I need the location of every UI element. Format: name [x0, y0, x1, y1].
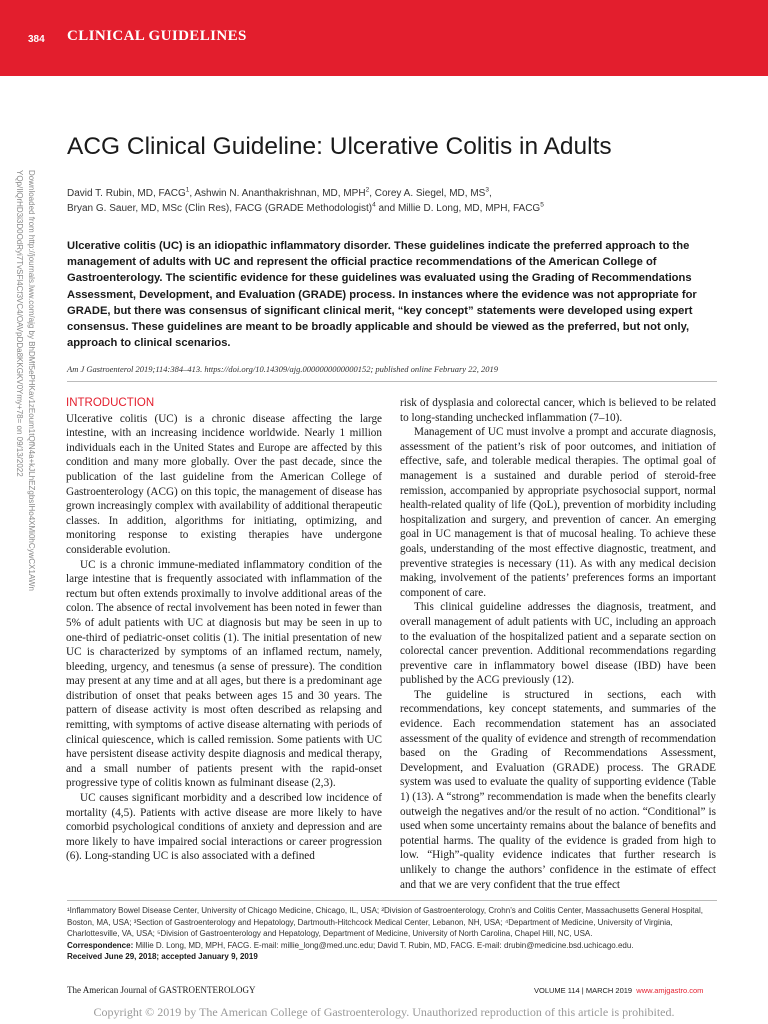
paragraph: UC causes significant morbidity and a described low incidence of mortality (4,5). Patients with active disease are more likely to have comorbid psychological conditions of anxiety and depression and are more likely to have impaired social interactions or career progression (6). Long-standing UC is also associated with a defined — [66, 792, 382, 863]
copyright-notice: Copyright © 2019 by The American College of Gastroenterology. Unauthorized reproduction of this article is prohibited. — [93, 1005, 675, 1019]
author-line-2: Bryan G. Sauer, MD, MSc (Clin Res), FACG (GRADE Methodologist)$^4$ and Millie D. Long, MD, MPH, FACG$^5$ — [67, 201, 544, 214]
paragraph: risk of dysplasia and colorectal cancer, which is believed to be related to long-standing unchecked inflammation (7–10). — [400, 397, 716, 424]
article-title: ACG Clinical Guideline: Ulcerative Colitis in Adults — [67, 133, 612, 160]
sidenote-line-2: YQp/IlQrHD3i3D0OdRyi7TvSFl4Cf3VC4/OAVpDDa8KKGKV0Ymy+78= on 09/13/2022 — [15, 170, 24, 477]
received-dates: Received June 29, 2018; accepted January 9, 2019 — [67, 952, 258, 962]
section-heading: INTRODUCTION — [66, 397, 155, 409]
header-bar — [0, 0, 768, 76]
footnote-divider — [67, 900, 717, 901]
page-number: 384 — [28, 34, 45, 45]
paragraph: Management of UC must involve a prompt and accurate diagnosis, assessment of the patient’s risk of poor outcomes, and initiation of effective, safe, and tolerable medical therapies. The optimal goal of management is a sustained and durable period of steroid-free remission, accompanied by appropriate psychosocial support, normal health-related quality of life (QoL), prevention of morbidity including hospitalization and surgery, and prevention of cancer. An emerging goal in UC management is that of mucosal healing. To achieve these goals, understanding of the most effective diagnostic, treatment, and preventive strategies is necessary (11). As with any medical decision making, involvement of the patients’ preferences forms an important component of care. — [400, 426, 716, 599]
footnotes — [67, 905, 717, 963]
affiliations: ¹Inflammatory Bowel Disease Center, University of Chicago Medicine, Chicago, IL, USA; ²Division of Gastroenterology, Crohn’s and Colitis Center, Massachusetts General Hospital, Boston, MA, USA; ³Section of Gastroenterology and Hepatology, Dartmouth-Hitchcock Medical Center, Lebanon, NH, USA; ⁴Department of Medicine, University of Virginia, Charlottesville, VA, USA; ⁵Division of Gastroenterology and Hepatology, Department of Medicine, University of North Carolina, Chapel Hill, NC, USA. — [67, 906, 703, 939]
author-line-1: David T. Rubin, MD, FACG$^1$, Ashwin N. Ananthakrishnan, MD, MPH$^2$, Corey A. Siegel, MD, $MS^3$, — [67, 186, 492, 199]
correspondence: Correspondence: Millie D. Long, MD, MPH, FACG. E-mail: millie_long@med.unc.edu; David T. Rubin, MD, FACG. E-mail: drubin@medicine.bsd.uchicago.edu. — [67, 940, 634, 950]
citation-divider — [67, 381, 717, 382]
paragraph: Ulcerative colitis (UC) is a chronic disease affecting the large intestine, with an increasing incidence worldwide. Nearly 1 million individuals each in the United States and Europe are affected by this condition and many more globally. Over the past decade, since the publication of the last guideline from the American College of Gastroenterology (ACG) on this topic, the management of disease has grown increasingly complex with availability of additional therapeutic classes. In addition, algorithms for initiating, optimizing, and monitoring response to existing therapies have undergone considerable evolution. — [66, 412, 382, 556]
paragraph: UC is a chronic immune-mediated inflammatory condition of the large intestine that is frequently associated with inflammation of the rectum but often extends proximally to involve additional areas of the colon. The absence of rectal involvement has been noted in fewer than 5% of adult patients with UC at diagnosis but may be seen in up to one-third of pediatric-onset colitis (1). The initial presentation of new UC is characterized by symptoms of an inflamed rectum, namely, bleeding, urgency, and tenesmus (a sense of pressure). The condition may present at any time and at all ages, but there is a predominant age distribution of onset that peaks between ages 15 and 30 years. The pattern of disease activity is most often described as relapsing and remitting, with symptoms of active disease alternating with periods of clinical quiescence, which is called remission. Some patients with UC have persistent disease activity despite diagnosis and medical therapy, and a small number of patients present with the rapid-onset progressive type of colitis known as fulminant disease (2,3). — [66, 558, 382, 790]
citation-line: Am J Gastroenterol 2019;114:384–413. https://doi.org/10.14309/ajg.0000000000000152; published online February 22, 2019 — [67, 364, 498, 374]
author-list — [67, 186, 727, 216]
section-label: CLINICAL GUIDELINES — [67, 28, 247, 44]
journal-url[interactable]: www.amjgastro.com — [636, 986, 704, 995]
body-column-right — [400, 396, 716, 892]
body-column-left — [66, 396, 382, 864]
issue-info: VOLUME 114 | MARCH 2019 www.amjgastro.com — [534, 986, 704, 995]
sidenote-line-1: Downloaded from http://journals.lww.com/ajg by BhDMf5ePHKav1zEoum1tQfN4a+kJLhEZgbsIHo4XMi0hCywCX1AWn — [27, 170, 36, 591]
paragraph: The guideline is structured in sections, each with recommendations, key concept statements, and summaries of the evidence. Each recommendation statement has an associated assessment of the quality of evidence and strength of recommendation based on the Grading of Recommendations Assessment, Development, and Evaluation (GRADE) process. The GRADE system was used to evaluate the quality of supporting evidence (Table 1) (13). A “strong” recommendation is made when the benefits clearly outweigh the negatives and/or the result of no action. “Conditional” is used when some uncertainty remains about the balance of benefits and potential harms. The quality of the evidence is graded from high to low. “High”-quality evidence indicates that further research is unlikely to change the authors’ confidence in the estimate of effect and that we are very confident that the true effect — [400, 688, 716, 891]
download-sidenote — [0, 170, 50, 640]
abstract: Ulcerative colitis (UC) is an idiopathic inflammatory disorder. These guidelines indicate the preferred approach to the management of adults with UC and represent the official practice recommendations of the American College of Gastroenterology. The scientific evidence for these guidelines was evaluated using the Grading of Recommendations Assessment, Development, and Evaluation (GRADE) process. In instances where the evidence was not appropriate for GRADE, but there was consensus of significant clinical merit, “key concept” statements were developed using expert consensus. These guidelines are meant to be broadly applicable and should be viewed as the preferred, but not only, approach to clinical scenarios. — [67, 240, 697, 350]
paragraph: This clinical guideline addresses the diagnosis, treatment, and overall management of adult patients with UC, including an approach to the evaluation of the hospitalized patient and a separate section on colorectal cancer prevention. Additional recommendations regarding preventive care in inflammatory bowel disease (IBD) have been published by the ACG previously (12). — [400, 601, 716, 687]
journal-name: The American Journal of GASTROENTEROLOGY — [67, 985, 256, 995]
